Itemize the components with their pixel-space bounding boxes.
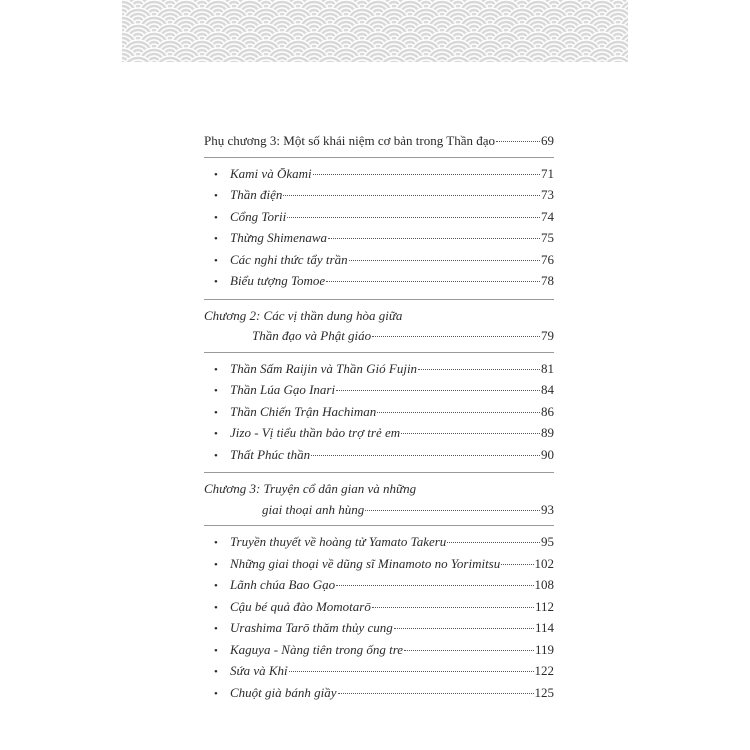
dot-leader — [404, 650, 534, 651]
item-title: Những giai thoại về dũng sĩ Minamoto no Yorimitsu — [230, 555, 501, 571]
page-number: 69 — [541, 133, 554, 148]
item-title: Cổng Torii — [230, 208, 287, 224]
item-title: Thừng Shimenawa — [230, 230, 328, 245]
toc-heading-chapter-3-cont[interactable] — [204, 500, 554, 521]
page-number: 122 — [534, 663, 554, 678]
item-title: Thần điện — [230, 187, 283, 202]
dot-leader — [501, 564, 533, 565]
seigaiha-pattern-icon — [122, 0, 628, 62]
page-number: 76 — [541, 251, 554, 267]
bullet-icon: • — [214, 363, 218, 376]
page-number: 95 — [541, 534, 554, 549]
dot-leader — [336, 390, 540, 391]
section-divider — [204, 299, 554, 300]
dot-leader — [326, 281, 540, 282]
bullet-icon: • — [214, 666, 218, 678]
bullet-icon: • — [214, 644, 218, 657]
page-number: 114 — [534, 620, 554, 635]
toc-item[interactable] — [204, 380, 554, 402]
item-title: Jizo - Vị tiểu thần bảo trợ trẻ em — [230, 425, 401, 440]
item-title: Thần Sấm Raijin và Thần Gió Fujin — [230, 360, 418, 376]
bullet-icon: • — [214, 254, 218, 267]
page-number: 93 — [541, 501, 554, 517]
section-divider — [204, 352, 554, 353]
table-of-contents — [204, 131, 554, 704]
toc-item[interactable] — [204, 683, 554, 705]
item-title: Thần Lúa Gạo Inari — [230, 382, 336, 397]
bullet-icon: • — [214, 233, 218, 245]
bullet-icon: • — [214, 168, 218, 181]
item-title: Urashima Tarō thăm thủy cung — [230, 620, 393, 635]
toc-item[interactable] — [204, 661, 554, 683]
bullet-icon: • — [214, 428, 218, 440]
toc-item[interactable] — [204, 228, 554, 250]
bullet-icon: • — [214, 449, 218, 462]
page-number: 86 — [541, 403, 554, 419]
toc-item[interactable] — [204, 618, 554, 640]
toc-item[interactable] — [204, 250, 554, 272]
page-number: 112 — [534, 598, 554, 614]
toc-item[interactable] — [204, 532, 554, 554]
toc-item[interactable] — [204, 359, 554, 381]
bullet-icon: • — [214, 385, 218, 397]
heading-title: Phụ chương 3: Một số khái niệm cơ bản trong Thần đạo — [204, 133, 495, 148]
item-title: Kami và Ōkami — [230, 165, 312, 181]
toc-heading-chapter-2-cont[interactable] — [204, 326, 554, 347]
dot-leader — [313, 174, 540, 175]
item-title: Biểu tượng Tomoe — [230, 273, 326, 288]
page-number: 119 — [534, 641, 554, 657]
bullet-icon: • — [214, 558, 218, 571]
toc-item[interactable] — [204, 207, 554, 229]
dot-leader — [401, 433, 540, 434]
page-number: 84 — [541, 382, 554, 397]
page-number: 108 — [534, 577, 554, 592]
dot-leader — [394, 628, 534, 629]
item-title: Các nghi thức tẩy trần — [230, 251, 348, 267]
dot-leader — [418, 369, 540, 370]
item-title: Lãnh chúa Bao Gạo — [230, 577, 336, 592]
page-number: 78 — [541, 273, 554, 288]
item-title: Thần Chiến Trận Hachiman — [230, 403, 377, 419]
toc-item[interactable] — [204, 445, 554, 467]
bullet-icon: • — [214, 406, 218, 419]
bullet-icon: • — [214, 601, 218, 614]
section-divider — [204, 157, 554, 158]
dot-leader — [349, 260, 540, 261]
toc-item[interactable] — [204, 271, 554, 293]
bullet-icon: • — [214, 537, 218, 549]
page-number: 81 — [541, 360, 554, 376]
dot-leader — [365, 510, 540, 511]
page-number: 71 — [541, 165, 554, 181]
item-title: Chuột già bánh giầy — [230, 684, 337, 700]
bullet-icon: • — [214, 687, 218, 700]
page-number: 79 — [541, 328, 554, 343]
dot-leader — [289, 671, 534, 672]
toc-item[interactable] — [204, 185, 554, 207]
dot-leader — [377, 412, 540, 413]
dot-leader — [496, 141, 540, 142]
item-title: Thất Phúc thần — [230, 446, 311, 462]
item-title: Sứa và Khỉ — [230, 663, 288, 678]
toc-heading-appendix-3[interactable] — [204, 131, 554, 152]
bullet-icon: • — [214, 211, 218, 224]
toc-item[interactable] — [204, 554, 554, 576]
bullet-icon: • — [214, 276, 218, 288]
toc-heading-chapter-2: Chương 2: Các vị thần dung hòa giữa — [204, 307, 403, 323]
toc-item[interactable] — [204, 402, 554, 424]
bullet-icon: • — [214, 190, 218, 202]
heading-title: Thần đạo và Phật giáo — [252, 328, 372, 343]
page-number: 89 — [541, 425, 554, 440]
page-number: 73 — [541, 187, 554, 202]
page-number: 75 — [541, 230, 554, 245]
dot-leader — [447, 542, 540, 543]
item-title: Cậu bé quả đào Momotarō — [230, 598, 371, 614]
bullet-icon: • — [214, 623, 218, 635]
section-divider — [204, 472, 554, 473]
item-title: Truyền thuyết về hoàng tử Yamato Takeru — [230, 534, 447, 549]
toc-item[interactable] — [204, 423, 554, 445]
toc-item[interactable] — [204, 575, 554, 597]
dot-leader — [336, 585, 533, 586]
dot-leader — [311, 455, 540, 456]
dot-leader — [372, 607, 534, 608]
dot-leader — [338, 693, 534, 694]
toc-item[interactable] — [204, 164, 554, 186]
toc-item[interactable] — [204, 597, 554, 619]
bullet-icon: • — [214, 580, 218, 592]
toc-heading-chapter-3: Chương 3: Truyện cổ dân gian và những — [204, 481, 417, 496]
dot-leader — [283, 195, 540, 196]
heading-title: giai thoại anh hùng — [262, 501, 365, 517]
section-divider — [204, 525, 554, 526]
page-number: 90 — [541, 446, 554, 462]
dot-leader — [287, 217, 540, 218]
page-number: 74 — [541, 208, 554, 224]
item-title: Kaguya - Nàng tiên trong ống tre — [230, 641, 404, 657]
page-number: 102 — [534, 555, 554, 571]
dot-leader — [328, 238, 540, 239]
wave-pattern-header — [122, 0, 628, 62]
page-number: 125 — [534, 684, 554, 700]
dot-leader — [372, 336, 540, 337]
toc-item[interactable] — [204, 640, 554, 662]
